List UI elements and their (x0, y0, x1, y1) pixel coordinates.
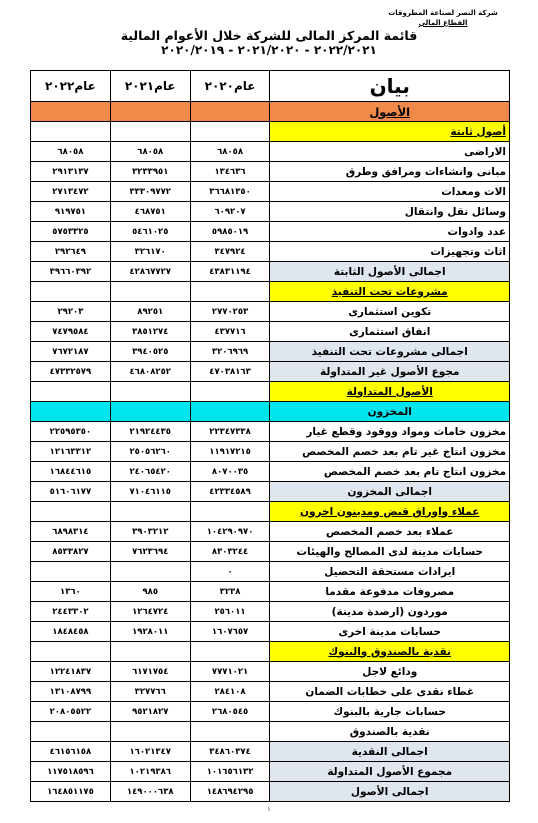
value-2021 (110, 122, 190, 142)
row-label: موردون (ارصدة مدينة) (270, 602, 510, 622)
value-2021: ٦٨٠٥٨ (110, 142, 190, 162)
value-2021: ٣٩٠٣٢١٢ (110, 522, 190, 542)
header-year-2021: عام٢٠٢١ (110, 71, 190, 102)
row-label: الاراضى (270, 142, 510, 162)
value-2020: ٢٢٣٤٧٣٣٨ (190, 422, 270, 442)
document-title (0, 28, 538, 58)
value-2022: ٢٤٤٣٣٠٢ (31, 602, 111, 622)
value-2020: ٢٦٨٠٥٤٥ (190, 702, 270, 722)
row-label: اجمالى النقدية (270, 742, 510, 762)
value-2020 (190, 102, 270, 122)
title-line: قائمة المركز المالى للشركة خلال الأعوام المالية (120, 28, 418, 43)
table-row (31, 182, 510, 202)
row-label: انفاق استثمارى (270, 322, 510, 342)
value-2020: ٦٨٠٥٨ (190, 142, 270, 162)
value-2022: ٢٢٥٩٥٣٥٠ (31, 422, 111, 442)
row-label: المخزون (270, 402, 510, 422)
value-2020: ٢٨٤١٠٨ (190, 682, 270, 702)
value-2021: ١٢٦٤٧٢٤ (110, 602, 190, 622)
table-row (31, 142, 510, 162)
table-row (31, 682, 510, 702)
row-label: ودائع لاجل (270, 662, 510, 682)
table-row (31, 102, 510, 122)
row-label: مبانى وانشاءات ومرافق وطرق (270, 162, 510, 182)
value-2020: ٢٥٦٠١١ (190, 602, 270, 622)
value-2022 (31, 562, 111, 582)
table-row (31, 462, 510, 482)
value-2020: ٥٩٨٥٠١٩ (190, 222, 270, 242)
value-2021: ٢١٩٢٤٤٣٥ (110, 422, 190, 442)
value-2020: ٨٣٠٣٢٤٤ (190, 542, 270, 562)
row-label: مخزون انتاج غير تام بعد خصم المخصص (270, 442, 510, 462)
table-row (31, 342, 510, 362)
value-2022: ١٦٨٤٤٦١٥ (31, 462, 111, 482)
value-2020: ٣٦٦٨١٣٥٠ (190, 182, 270, 202)
table-row (31, 122, 510, 142)
value-2021 (110, 102, 190, 122)
value-2020: ٢٧٧٠٢٥٣ (190, 302, 270, 322)
table-row (31, 382, 510, 402)
value-2021: ٣٢٣٣٩٥١ (110, 162, 190, 182)
value-2021 (110, 382, 190, 402)
value-2020: ٦٠٩٢٠٧ (190, 202, 270, 222)
table-row (31, 242, 510, 262)
company-name: شركة النصر لصناعة المطروقات (388, 9, 498, 17)
table-row (31, 442, 510, 462)
value-2021: ١٦٠٢١٣٤٧ (110, 742, 190, 762)
value-2022: ٧٦٧٢١٨٧ (31, 342, 111, 362)
row-label: مجوع الأصول غير المتداولة (270, 362, 510, 382)
table-row (31, 742, 510, 762)
value-2022: ٢٧١٣٤٧٢ (31, 182, 111, 202)
value-2021: ٧٦٢٣٦٩٤ (110, 542, 190, 562)
value-2022: ٣٩٦٦٠٣٩٢ (31, 262, 111, 282)
value-2022: ٢٠٨٠٥٥٢٢ (31, 702, 111, 722)
value-2020: ١٦٠٧٦٥٧ (190, 622, 270, 642)
value-2020: ٤٣٨٣١١٩٤ (190, 262, 270, 282)
row-label: حسابات مدينة لدى المصالح والهيئات (270, 542, 510, 562)
value-2022 (31, 282, 111, 302)
row-label: الأصول المتداولة (270, 382, 510, 402)
value-2022: ٤٦١٥٦١٥٨ (31, 742, 111, 762)
value-2021: ٥٤٦١٠٢٥ (110, 222, 190, 242)
company-header (378, 8, 508, 28)
value-2021 (110, 642, 190, 662)
value-2022 (31, 382, 111, 402)
row-label: مصروفات مدفوعة مقدما (270, 582, 510, 602)
row-label: عملاء واوراق قبض ومدينون اخرون (270, 502, 510, 522)
table-row (31, 262, 510, 282)
table-row (31, 562, 510, 582)
value-2020 (190, 502, 270, 522)
value-2022 (31, 122, 111, 142)
value-2021: ٣٢٦١٧٠ (110, 242, 190, 262)
table-row (31, 202, 510, 222)
row-label: حسابات جارية بالبنوك (270, 702, 510, 722)
value-2021: ١٤٩٠٠٠٦٣٨ (110, 782, 190, 802)
value-2022: ٦٨٩٨٣١٤ (31, 522, 111, 542)
row-label: عدد وادوات (270, 222, 510, 242)
value-2022: ٦٨٠٥٨ (31, 142, 111, 162)
value-2020: ١٠٤٢٩٠٩٧٠ (190, 522, 270, 542)
table-row (31, 282, 510, 302)
row-label: ايرادات مستحقة التحصيل (270, 562, 510, 582)
value-2021: ٣٩٤٠٥٢٥ (110, 342, 190, 362)
value-2020 (190, 722, 270, 742)
value-2021: ٨٩٢٥١ (110, 302, 190, 322)
table-row (31, 662, 510, 682)
value-2022: ٥١٦٠٦١٧٧ (31, 482, 111, 502)
table-row (31, 722, 510, 742)
value-2020 (190, 382, 270, 402)
value-2021: ٧١٠٤٦١١٥ (110, 482, 190, 502)
value-2020: ١٤٨٦٩٤٢٩٥ (190, 782, 270, 802)
table-row (31, 702, 510, 722)
value-2021: ٢٥٠٥٦٢٦٠ (110, 442, 190, 462)
row-label: غطاء نقدى على خطابات الضمان (270, 682, 510, 702)
title-years: ٢٠٢٢/٢٠٢١ - ٢٠٢١/٢٠٢٠ - ٢٠٢٠/٢٠١٩ (161, 43, 377, 57)
table-row (31, 162, 510, 182)
value-2021 (110, 502, 190, 522)
row-label: مجموع الأصول المتداولة (270, 762, 510, 782)
row-label: مشروعات تحت التنفيذ (270, 282, 510, 302)
value-2022: ١٢١٦٣٣١٢ (31, 442, 111, 462)
financial-position-table (30, 70, 510, 802)
value-2022: ٢٩٢٦٤٩ (31, 242, 111, 262)
row-label: اجمالى المخزون (270, 482, 510, 502)
row-label: وسائل نقل وانتقال (270, 202, 510, 222)
value-2022: ٢٩٢٠٣ (31, 302, 111, 322)
value-2020: ٠ (190, 562, 270, 582)
value-2020: ٣٤٨٦٠٣٧٤ (190, 742, 270, 762)
value-2022: ٥٧٥٣٣٢٥ (31, 222, 111, 242)
row-label: اجمالى الأصول (270, 782, 510, 802)
table-row (31, 542, 510, 562)
row-label: الات ومعدات (270, 182, 510, 202)
table-row (31, 222, 510, 242)
value-2022: ٤٧٣٣٢٥٧٩ (31, 362, 111, 382)
row-label: نقدية بالصندوق والبنوك (270, 642, 510, 662)
row-label: حسابات مدينة اخرى (270, 622, 510, 642)
value-2022 (31, 642, 111, 662)
row-label: أصول ثابتة (270, 122, 510, 142)
value-2021: ٣٣٣٠٩٧٧٢ (110, 182, 190, 202)
header-label: بيان (270, 71, 510, 102)
value-2022: ٢٩١٣١٣٧ (31, 162, 111, 182)
value-2022: ١٣١٠٨٧٩٩ (31, 682, 111, 702)
value-2021: ٢٤٠٦٥٤٢٠ (110, 462, 190, 482)
table-row (31, 422, 510, 442)
row-label: نقدية بالصندوق (270, 722, 510, 742)
value-2020 (190, 402, 270, 422)
value-2021: ٤٢٨٦٧٧٢٧ (110, 262, 190, 282)
value-2022 (31, 722, 111, 742)
row-label: مخزون انتاج تام بعد خصم المخصص (270, 462, 510, 482)
value-2021: ٩٥٢١٨٢٧ (110, 702, 190, 722)
table-row (31, 482, 510, 502)
value-2021: ١٠٢١٩٣٨٦ (110, 762, 190, 782)
value-2022 (31, 102, 111, 122)
value-2022: ١١٧٥١٨٥٩٦ (31, 762, 111, 782)
value-2020 (190, 122, 270, 142)
row-label: الأصول (270, 102, 510, 122)
value-2022: ١٦٤٨٥١١٧٥ (31, 782, 111, 802)
value-2020: ١١٩١٧٢١٥ (190, 442, 270, 462)
value-2020: ٣٢٣٨ (190, 582, 270, 602)
table-row (31, 642, 510, 662)
header-year-2020: عام٢٠٢٠ (190, 71, 270, 102)
table-row (31, 762, 510, 782)
table-row (31, 622, 510, 642)
value-2022: ١٨٤٨٤٥٨ (31, 622, 111, 642)
value-2020: ٨٠٧٠٠٣٥ (190, 462, 270, 482)
page-number: ١ (267, 806, 271, 813)
value-2022: ٧٤٧٩٥٨٤ (31, 322, 111, 342)
value-2020: ٣٤٧٩٢٤ (190, 242, 270, 262)
header-year-2022: عام٢٠٢٢ (31, 71, 111, 102)
table-row (31, 302, 510, 322)
value-2020 (190, 282, 270, 302)
row-label: اجمالى الأصول الثابتة (270, 262, 510, 282)
value-2020: ٤٢٣٣٤٥٨٩ (190, 482, 270, 502)
table-row (31, 362, 510, 382)
table-row (31, 402, 510, 422)
table-row (31, 522, 510, 542)
value-2020: ٤٧٠٣٨١٦٣ (190, 362, 270, 382)
value-2022: ١٢٢٤١٨٣٧ (31, 662, 111, 682)
value-2021: ٣٢٧٧٦٦ (110, 682, 190, 702)
value-2020: ١٣٤٦٣٦ (190, 162, 270, 182)
value-2022: ٩١٩٧٥١ (31, 202, 111, 222)
value-2022 (31, 402, 111, 422)
row-label: عملاء بعد خصم المخصص (270, 522, 510, 542)
value-2021: ٤٦٨٠٨٢٥٢ (110, 362, 190, 382)
value-2021 (110, 562, 190, 582)
row-label: اجمالى مشروعات تحت التنفيذ (270, 342, 510, 362)
value-2022: ١٣٦٠ (31, 582, 111, 602)
value-2020: ١٠١٦٥٦١٣٢ (190, 762, 270, 782)
table-header-row (31, 71, 510, 102)
value-2021: ٤٦٨٧٥١ (110, 202, 190, 222)
value-2021 (110, 402, 190, 422)
value-2022 (31, 502, 111, 522)
value-2021 (110, 722, 190, 742)
value-2020: ٧٧٧١٠٢١ (190, 662, 270, 682)
value-2021: ١٩٢٨٠١١ (110, 622, 190, 642)
value-2021: ٩٨٥ (110, 582, 190, 602)
value-2021: ٦١٧١٧٥٤ (110, 662, 190, 682)
value-2022: ٨٥٣٣٨٢٧ (31, 542, 111, 562)
row-label: اثاث وتجهيزات (270, 242, 510, 262)
department-name: القطاع المالي (418, 19, 468, 27)
table-row (31, 602, 510, 622)
value-2021: ٣٨٥١٢٧٤ (110, 322, 190, 342)
value-2020: ٤٣٧٧١٦ (190, 322, 270, 342)
value-2020 (190, 642, 270, 662)
table-row (31, 582, 510, 602)
row-label: مخزون خامات ومواد ووقود وقطع غيار (270, 422, 510, 442)
value-2020: ٣٢٠٦٩٦٩ (190, 342, 270, 362)
table-row (31, 782, 510, 802)
table-row (31, 322, 510, 342)
value-2021 (110, 282, 190, 302)
row-label: تكوين استثمارى (270, 302, 510, 322)
table-row (31, 502, 510, 522)
